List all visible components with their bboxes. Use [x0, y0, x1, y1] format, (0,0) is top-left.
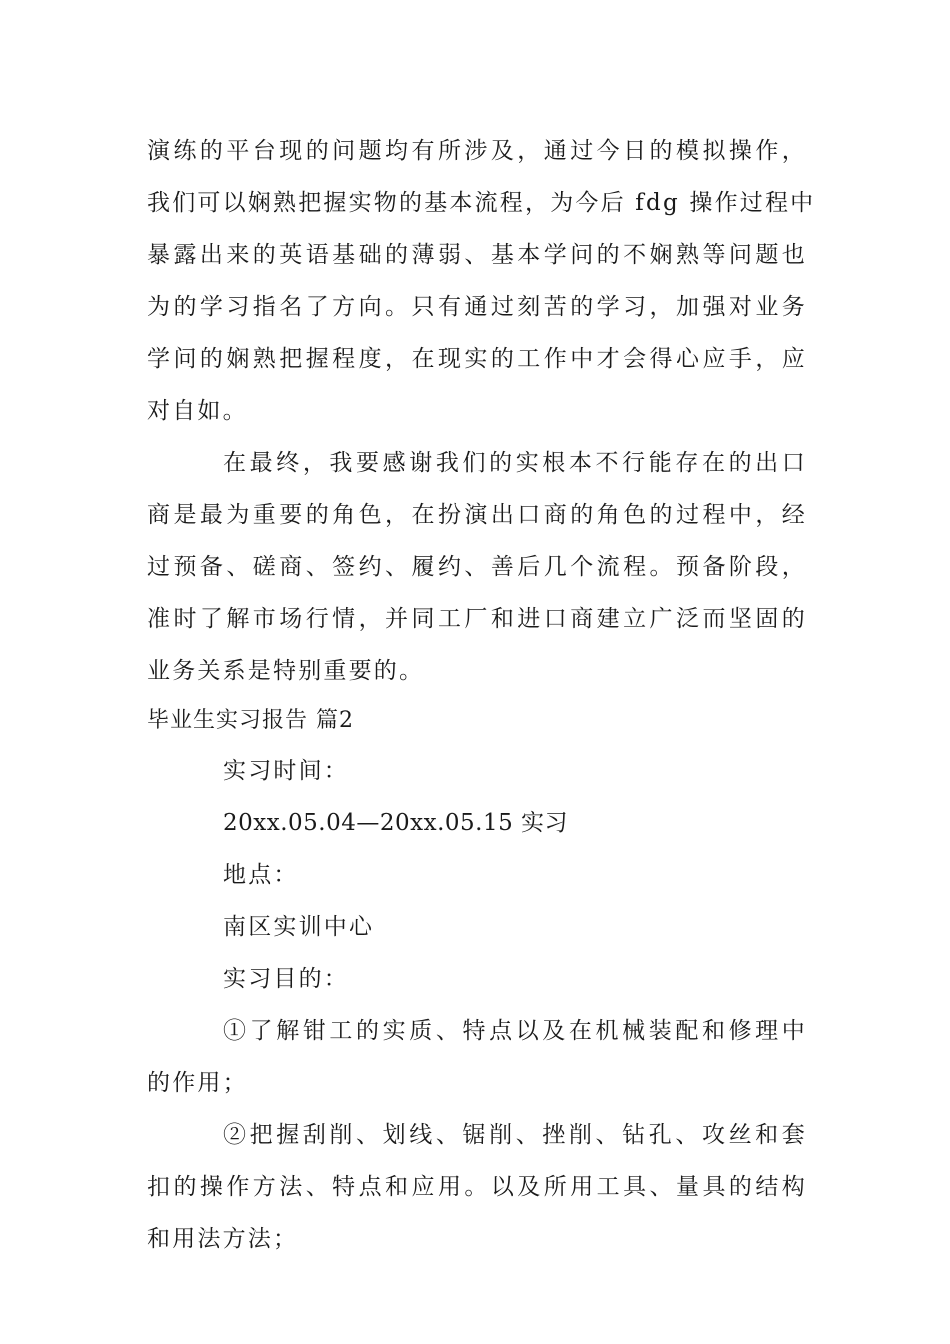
paragraph-line: ②把握刮削、划线、锯削、挫削、钻孔、攻丝和套: [223, 1122, 807, 1148]
paragraph-line: 演练的平台现的问题均有所涉及，通过今日的模拟操作，: [147, 138, 807, 164]
place-value: 南区实训中心: [223, 914, 375, 940]
time-label: 实习时间：: [223, 758, 349, 784]
paragraph-line: 暴露出来的英语基础的薄弱、基本学问的不娴熟等问题也: [147, 242, 807, 268]
paragraph-line: 为的学习指名了方向。只有通过刻苦的学习，加强对业务: [147, 294, 807, 320]
section-heading: 毕业生实习报告 篇2: [147, 708, 354, 733]
purpose-item-2: [147, 1109, 807, 1265]
paragraph-1: [147, 125, 816, 437]
paragraph-line: ①了解钳工的实质、特点以及在机械装配和修理中: [223, 1018, 807, 1044]
paragraph-line: 对自如。: [147, 398, 248, 424]
paragraph-line: 准时了解市场行情，并同工厂和进口商建立广泛而坚固的: [147, 606, 807, 632]
purpose-item-1: [147, 1005, 807, 1109]
paragraph-2: [147, 437, 807, 697]
purpose-label: 实习目的：: [223, 966, 349, 992]
paragraph-line: 过预备、磋商、签约、履约、善后几个流程。预备阶段，: [147, 554, 807, 580]
paragraph-line: 学问的娴熟把握程度，在现实的工作中才会得心应手，应: [147, 346, 807, 372]
time-value: 20xx.05.04—20xx.05.15 实习: [223, 810, 569, 836]
paragraph-line: 在最终，我要感谢我们的实根本不行能存在的出口: [223, 450, 807, 476]
place-label: 地点：: [223, 862, 299, 888]
paragraph-line: 业务关系是特别重要的。: [147, 658, 425, 684]
paragraph-line: 扣的操作方法、特点和应用。以及所用工具、量具的结构: [147, 1174, 807, 1200]
document-page: [147, 125, 816, 1265]
paragraph-line: 商是最为重要的角色，在扮演出口商的角色的过程中，经: [147, 502, 807, 528]
paragraph-line: 和用法方法；: [147, 1226, 299, 1252]
internship-info: [147, 745, 807, 1005]
paragraph-line: 我们可以娴熟把握实物的基本流程，为今后 fdg 操作过程中: [147, 190, 816, 216]
paragraph-line: 的作用；: [147, 1070, 248, 1096]
